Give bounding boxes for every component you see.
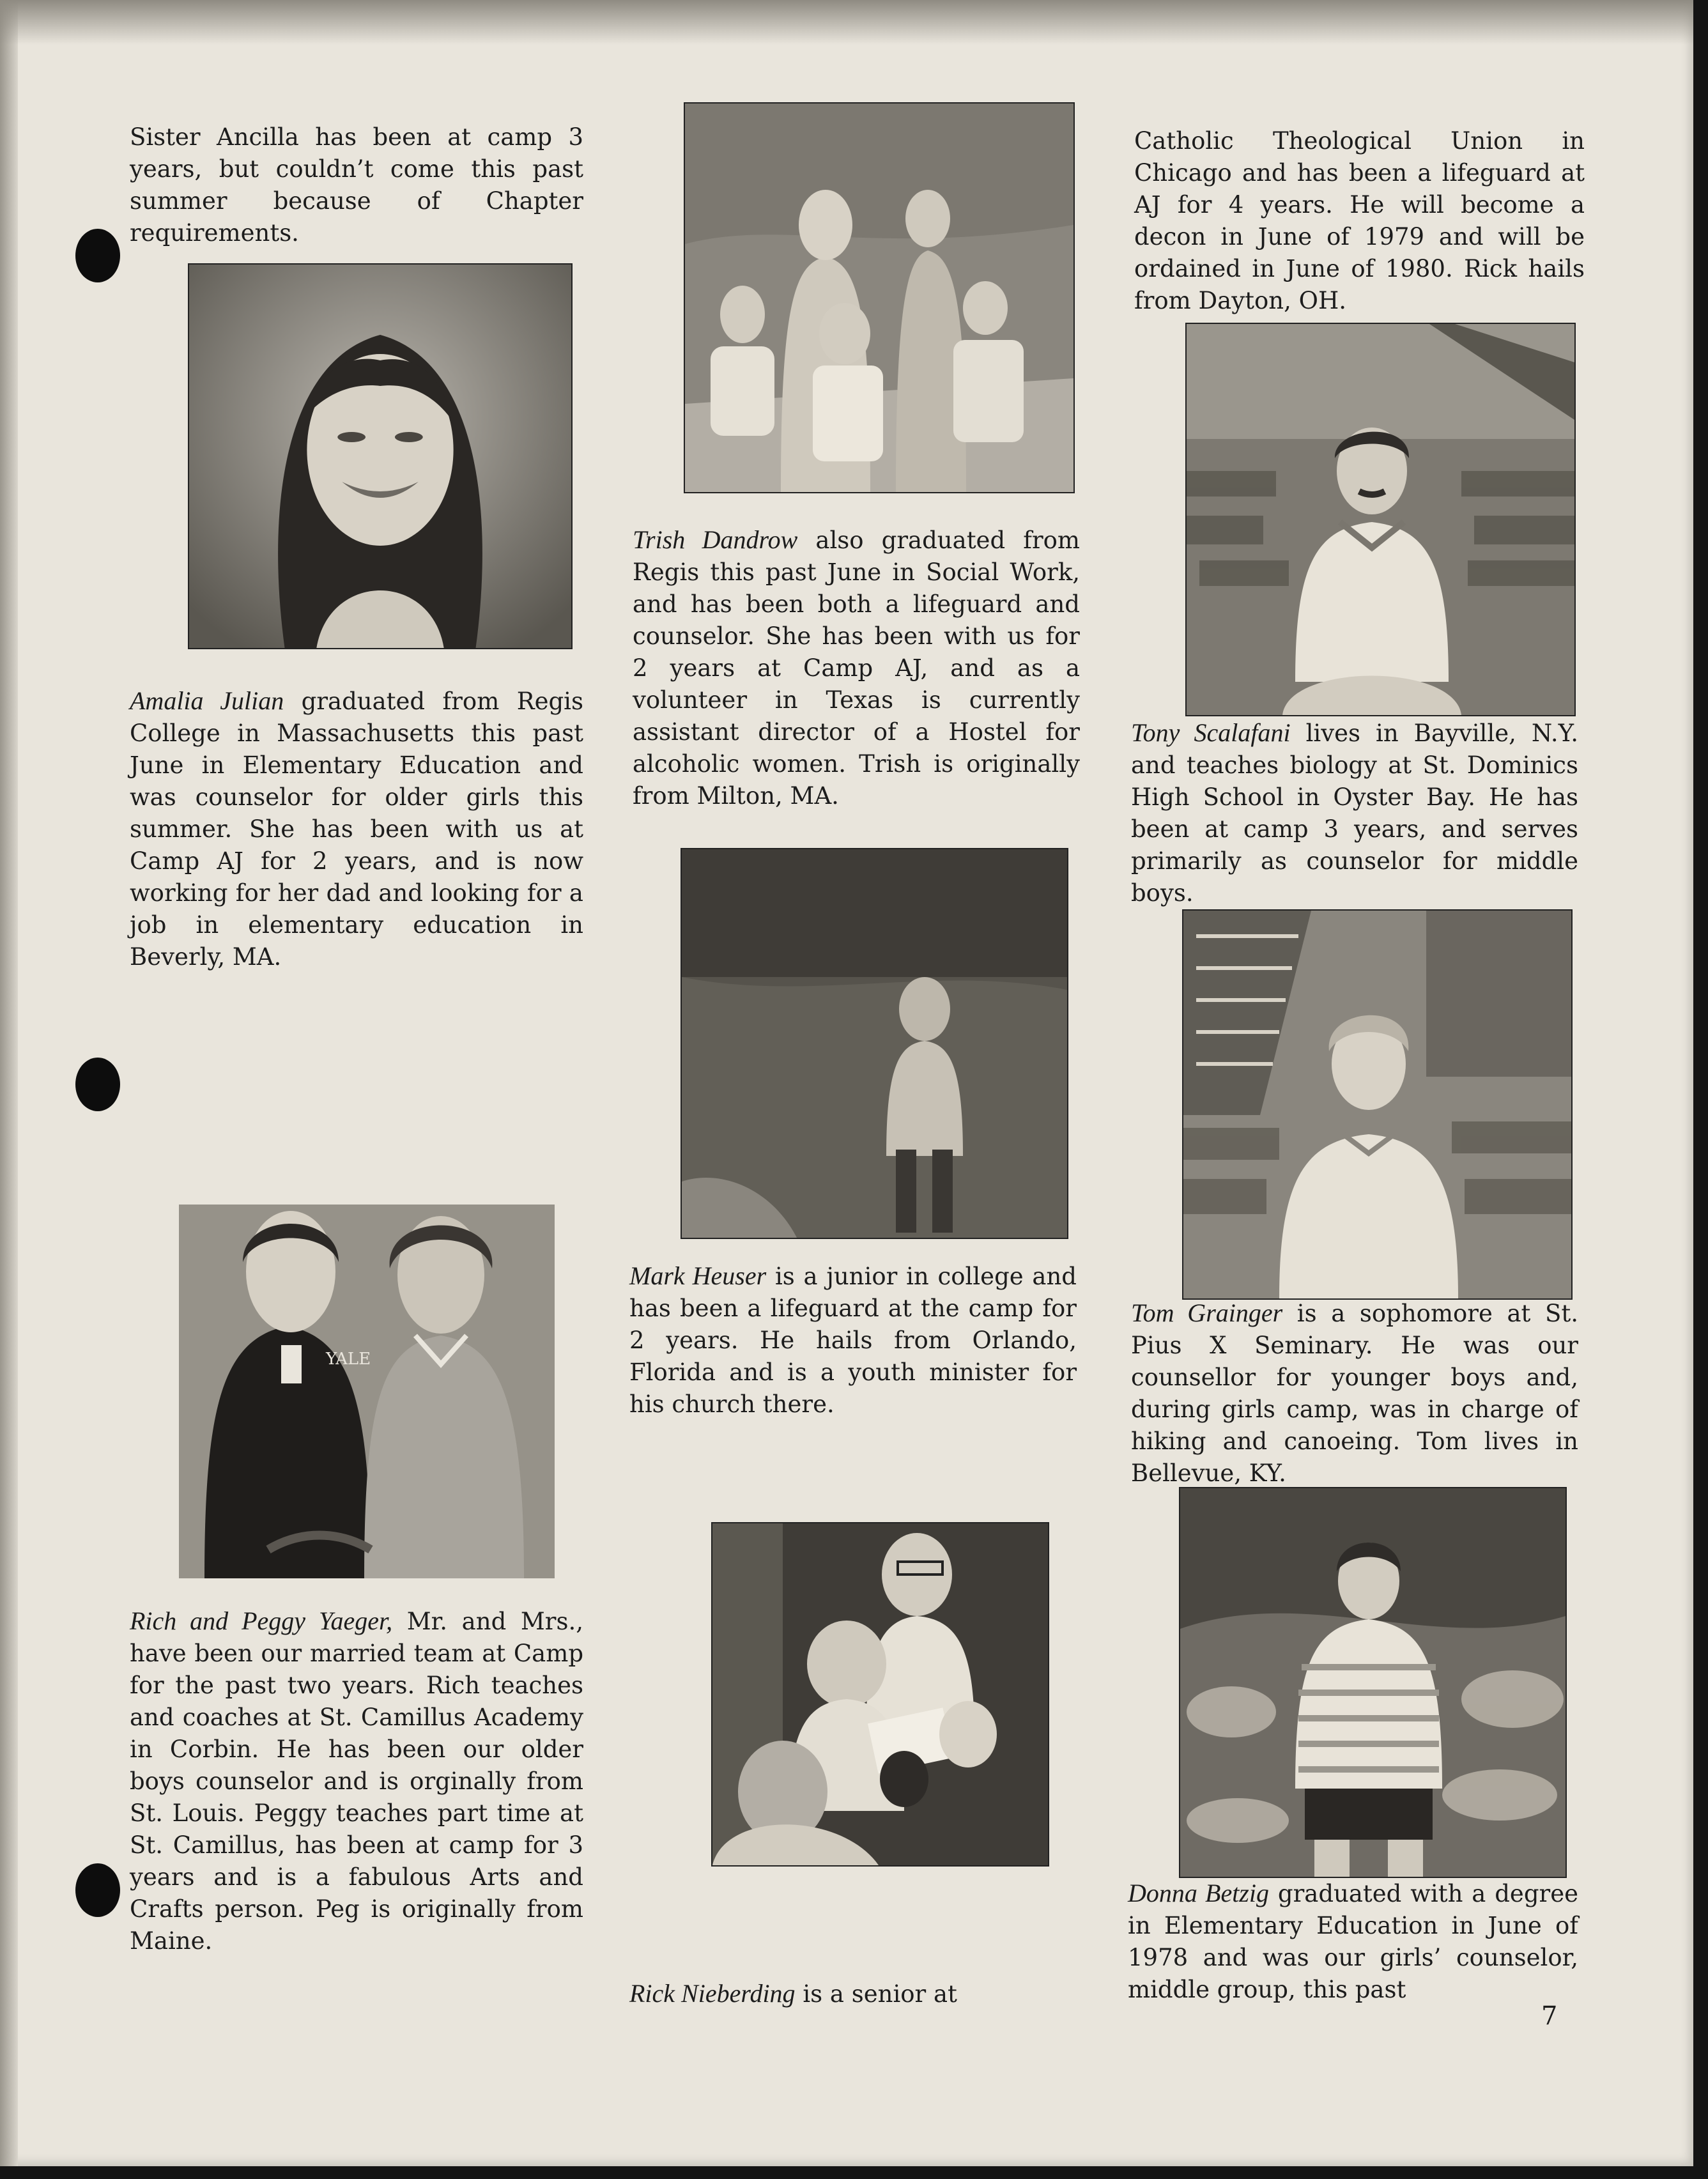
photo-rich-peggy-yaeger [179,1006,555,1578]
tony-scalafani-name: Tony Scalafani [1131,718,1291,747]
yale-shirt-lettering: YALE [326,1350,371,1369]
sister-ancilla-text: Sister Ancilla has been at camp 3 years, but couldn’t come this past summer because of Chapter requirements. [130,123,583,247]
rick-nieberding-continued-paragraph [1134,125,1585,317]
yaeger-name: Rich and Peggy Yaeger, [130,1606,393,1635]
photo-trish-dandrow [684,102,1075,493]
tony-scalafani-text: lives in Bayville, N.Y. and teaches biology at St. Dominics High School in Oyster Bay. He has been at camp 3 years, and serves primarily as counselor for middle boys. [1131,720,1578,907]
binding-edge [0,0,18,2166]
tom-grainger-paragraph [1131,1297,1578,1490]
page-number: 7 [1541,2001,1558,2031]
mark-heuser-text: is a junior in college and has been a lifeguard at the camp for 2 years. He hails from Orlando, Florida and is a youth minister for his church there. [629,1263,1077,1418]
mark-heuser-name: Mark Heuser [629,1261,767,1290]
rick-nieberding-paragraph [629,1978,1077,2010]
binder-hole-bottom [75,1863,120,1917]
amalia-julian-paragraph [130,685,583,973]
yaeger-text: Mr. and Mrs., have been our married team at Camp for the past two years. Rich teaches and coaches at St. Camillus Academy in Corbin. He has been our older boys counselor and is orginally from St. Louis. Peggy teaches part time at St. Camillus, has been at camp for 3 years and is a fabulous Arts and Crafts person. Peg is originally from Maine. [130,1608,583,1955]
amalia-julian-name: Amalia Julian [130,686,284,715]
mark-heuser-paragraph [629,1260,1077,1421]
binder-hole-top [75,229,120,282]
donna-betzig-name: Donna Betzig [1128,1879,1269,1907]
rick-nieberding-name: Rick Nieberding [629,1979,796,2008]
trish-dandrow-text: also graduated from Regis this past June in Social Work, and has been both a lifeguard and counselor. She has been with us for 2 years at Camp AJ, and as a volunteer in Texas is currently assistant director of a Hostel for alcoholic women. Trish is originally from Milton, MA. [633,527,1081,810]
photo-tom-grainger [1182,909,1573,1300]
photo-amalia-julian [188,263,573,649]
yaeger-paragraph [130,1605,583,1957]
donna-betzig-text: graduated with a degree in Elementary Education in June of 1978 and was our girls’ counselor, middle group, this past [1128,1880,1578,2003]
photo-donna-betzig [1179,1487,1567,1878]
sister-ancilla-paragraph [130,121,583,249]
binder-hole-middle [75,1058,120,1111]
photo-tony-scalafani [1185,323,1576,716]
photo-mark-heuser [681,848,1068,1239]
photo-rick-nieberding [711,1522,1049,1867]
trish-dandrow-paragraph [633,524,1080,812]
tom-grainger-text: is a sophomore at St. Pius X Seminary. He was our counsellor for younger boys and, during girls camp, was in charge of hiking and canoeing. Tom lives in Bellevue, KY. [1131,1300,1578,1487]
rick-nieberding-continued-text: Catholic Theological Union in Chicago and has been a lifeguard at AJ for 4 years. He will become a decon in June of 1979 and will be ordained in June of 1980. Rick hails from Dayton, OH. [1134,127,1585,314]
tom-grainger-name: Tom Grainger [1131,1298,1283,1327]
donna-betzig-paragraph [1128,1877,1578,2006]
amalia-julian-text: graduated from Regis College in Massachusetts this past June in Elementary Education and was counselor for older girls this summer. She has been with us at Camp AJ for 2 years, and is now working for her dad and looking for a job in elementary education in Beverly, MA. [130,688,583,971]
trish-dandrow-name: Trish Dandrow [633,525,798,554]
top-edge-shadow [0,0,1693,45]
rick-nieberding-text: is a senior at [795,1980,957,2008]
tony-scalafani-paragraph [1131,717,1578,909]
